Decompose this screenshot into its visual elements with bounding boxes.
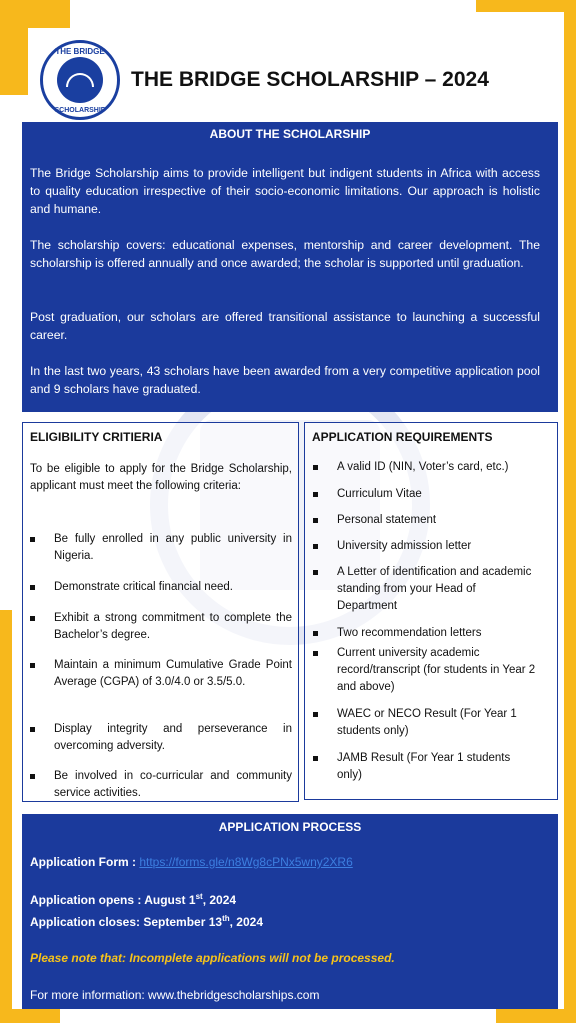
- page-title: THE BRIDGE SCHOLARSHIP – 2024: [131, 68, 489, 91]
- closes-sup: th: [222, 914, 230, 923]
- application-form-line: [30, 855, 353, 869]
- list-item-text: Current university academic record/transcript (for students in Year 2 and above): [337, 647, 536, 693]
- more-info: For more information: www.thebridgescholarships.com: [30, 988, 320, 1002]
- list-item-text: Curriculum Vitae: [337, 488, 422, 500]
- about-paragraph: Post graduation, our scholars are offered transitional assistance to launching a successful career.: [30, 310, 540, 342]
- opens-sup: st: [195, 892, 203, 901]
- opens-date: [30, 892, 236, 907]
- list-item-text: University admission letter: [337, 540, 472, 552]
- bullet-icon: [313, 712, 318, 717]
- bullet-icon: [30, 537, 35, 542]
- logo-text-top: THE BRIDGE: [55, 47, 105, 56]
- requirements-heading: APPLICATION REQUIREMENTS: [312, 430, 493, 444]
- header: [40, 40, 540, 120]
- list-item-text: Two recommendation letters: [337, 627, 482, 639]
- list-item-text: JAMB Result (For Year 1 students only): [337, 752, 511, 781]
- requirements-panel: [304, 422, 558, 800]
- logo: [40, 40, 120, 120]
- incomplete-note: Please note that: Incomplete applications will not be processed.: [30, 951, 395, 965]
- bullet-icon: [30, 585, 35, 590]
- list-item-text: Exhibit a strong commitment to complete the Bachelor’s degree.: [54, 612, 292, 641]
- form-label: Application Form :: [30, 855, 136, 869]
- closes-label: Application closes: September 13: [30, 915, 223, 929]
- bullet-icon: [313, 756, 318, 761]
- bullet-icon: [313, 651, 318, 656]
- application-process-section: [22, 814, 558, 1009]
- corner-decoration: [496, 1009, 576, 1023]
- bullet-icon: [313, 465, 318, 470]
- about-paragraph: The Bridge Scholarship aims to provide intelligent but indigent students in Africa with access to quality education irrespective of their socio-economic limitations. Our approach is holistic and humane.: [30, 166, 540, 216]
- process-heading: APPLICATION PROCESS: [218, 820, 362, 834]
- closes-year: , 2024: [229, 915, 263, 929]
- side-stripe-decoration: [0, 610, 12, 1023]
- list-item-text: Be involved in co-curricular and community service activities.: [54, 770, 292, 799]
- bullet-icon: [313, 518, 318, 523]
- list-item-text: A valid ID (NIN, Voter’s card, etc.): [337, 461, 509, 473]
- bullet-icon: [30, 616, 35, 621]
- eligibility-intro: To be eligible to apply for the Bridge Scholarship, applicant must meet the following criteria:: [30, 463, 292, 492]
- list-item-text: Display integrity and perseverance in overcoming adversity.: [54, 723, 292, 752]
- about-section: [22, 122, 558, 412]
- bullet-icon: [313, 544, 318, 549]
- opens-label: Application opens : August 1: [30, 893, 196, 907]
- corner-decoration: [0, 1009, 60, 1023]
- bullet-icon: [313, 492, 318, 497]
- opens-year: , 2024: [202, 893, 237, 907]
- bullet-icon: [30, 774, 35, 779]
- bullet-icon: [30, 727, 35, 732]
- corner-decoration: [0, 0, 70, 28]
- list-item-text: A Letter of identification and academic standing from your Head of Department: [337, 566, 532, 612]
- side-stripe-decoration: [564, 0, 576, 1023]
- about-paragraph: The scholarship covers: educational expenses, mentorship and career development. The scholarship is offered annually and once awarded; the scholar is supported until graduation.: [30, 238, 540, 270]
- eligibility-panel: [22, 422, 299, 802]
- closes-date: [30, 914, 263, 929]
- corner-decoration: [476, 0, 576, 12]
- list-item-text: Personal statement: [337, 514, 437, 526]
- list-item-text: Maintain a minimum Cumulative Grade Point Average (CGPA) of 3.0/4.0 or 3.5/5.0.: [54, 659, 292, 688]
- list-item-text: Be fully enrolled in any public university in Nigeria.: [54, 533, 292, 562]
- bullet-icon: [30, 663, 35, 668]
- application-form-link[interactable]: https://forms.gle/n8Wg8cPNx5wny2XR6: [139, 855, 353, 869]
- bullet-icon: [313, 570, 318, 575]
- list-item-text: WAEC or NECO Result (For Year 1 students only): [337, 708, 517, 737]
- logo-text-bottom: SCHOLARSHIP: [54, 107, 106, 114]
- bullet-icon: [313, 631, 318, 636]
- eligibility-heading: ELIGIBILITY CRITIERIA: [30, 430, 163, 444]
- list-item-text: Demonstrate critical financial need.: [54, 581, 233, 593]
- about-paragraph: In the last two years, 43 scholars have been awarded from a very competitive application pool and 9 scholars have graduated.: [30, 364, 540, 396]
- about-heading: ABOUT THE SCHOLARSHIP: [209, 127, 371, 141]
